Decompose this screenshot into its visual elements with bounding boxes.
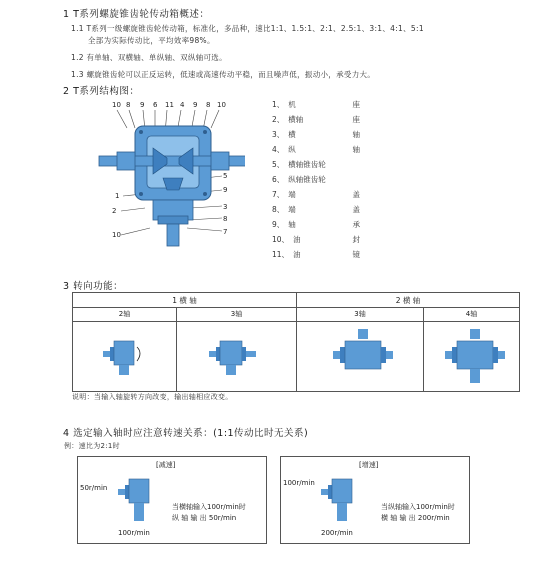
section1-p1-line1: 1.1 T系列一级螺旋锥齿轮传动箱，标准化，多品种，速比1:1、1.5:1、2:1、2.5:1、3:1、4:1、5:1 [71, 24, 424, 33]
callout-left-1: 2 [112, 207, 117, 215]
callout-left-0: 1 [115, 192, 120, 200]
part-name-a: 横轴锥齿轮 [288, 160, 326, 169]
section4-example: 例：速比为2:1时 [64, 442, 120, 450]
reduction-speed-out: 100r/min [118, 529, 150, 537]
increase-speed-out: 200r/min [321, 529, 353, 537]
part-name-b: 盖 [352, 205, 360, 214]
section1-p3: 1.3 螺旋锥齿轮可以正反运转，低速或高速传动平稳，而且噪声低，振动小，承受力大。 [71, 70, 376, 79]
part-item-1 [272, 99, 360, 110]
part-item-4 [272, 144, 360, 155]
callout-top-0: 10 [112, 101, 121, 109]
part-number: 5、 [272, 160, 285, 169]
callout-right-1: 9 [223, 186, 228, 194]
reduction-desc-2: 纵 轴 输 出 50r/min [172, 514, 237, 522]
section3-note: 说明：当输入轴旋转方向改变，输出轴相应改变。 [72, 393, 233, 401]
reduction-title: [减速] [156, 461, 176, 469]
callout-top-2: 9 [140, 101, 145, 109]
part-name-b: 座 [352, 100, 360, 109]
reduction-box [77, 456, 267, 544]
part-name-b: 座 [352, 115, 360, 124]
reduction-speed-in: 50r/min [80, 484, 108, 492]
callout-right-3: 8 [223, 215, 228, 223]
part-item-5 [272, 159, 360, 170]
callout-right-0: 5 [223, 172, 228, 180]
table-col-4: 4轴 [465, 310, 478, 318]
part-item-11 [272, 249, 360, 260]
part-name-a: 横 [288, 130, 296, 139]
section1-p1-line2: 全部为实际传动比，平均效率98%。 [88, 36, 215, 45]
part-item-9 [272, 219, 360, 230]
gearbox-4-shaft-icon [445, 329, 505, 385]
part-name-a: 轴 [288, 220, 296, 229]
section1-heading: 1 T系列螺旋锥齿轮传动箱概述： [63, 9, 210, 20]
callout-left-2: 10 [112, 231, 121, 239]
part-name-a: 端 [288, 190, 296, 199]
part-name-b: 镜 [352, 250, 360, 259]
callout-right-2: 3 [223, 203, 228, 211]
callout-top-5: 4 [180, 101, 185, 109]
table-group-1: 1 横 轴 [172, 296, 197, 305]
part-name-a: 端 [288, 205, 296, 214]
part-number: 2、 [272, 115, 285, 124]
section3-heading: 3 转向功能： [63, 281, 124, 292]
section1-p2: 1.2 有单轴、双横轴、单纵轴、双纵轴可选。 [71, 53, 227, 62]
part-item-7 [272, 189, 360, 200]
part-name-b: 盖 [352, 190, 360, 199]
part-name-a: 纵 [288, 145, 296, 154]
part-item-3 [272, 129, 360, 140]
section2-heading: 2 T系列结构图： [63, 86, 140, 97]
part-number: 8、 [272, 205, 285, 214]
increase-title: [增速] [359, 461, 379, 469]
gearbox-reduction-icon [118, 475, 162, 527]
part-number: 10、 [272, 235, 290, 244]
part-number: 11、 [272, 250, 290, 259]
rotation-table [72, 292, 520, 392]
callout-top-3: 6 [153, 101, 158, 109]
table-col-1: 2轴 [118, 310, 131, 318]
part-name-a: 横轴 [288, 115, 304, 124]
gearbox-3-shaft-vertical-icon [333, 329, 393, 385]
part-name-a: 油 [293, 235, 301, 244]
callout-top-7: 8 [206, 101, 211, 109]
part-item-2 [272, 114, 360, 125]
gearbox-increase-icon [321, 475, 365, 527]
callout-right-4: 7 [223, 228, 228, 236]
reduction-desc-1: 当横轴输入100r/min时 [172, 503, 246, 511]
part-name-b: 轴 [352, 145, 360, 154]
part-name-a: 机 [288, 100, 296, 109]
part-name-b: 封 [352, 235, 360, 244]
increase-desc-1: 当纵轴输入100r/min时 [381, 503, 455, 511]
section4-heading: 4 选定输入轴时应注意转速关系：(1:1传动比时无关系) [63, 428, 309, 439]
part-item-8 [272, 204, 360, 215]
increase-desc-2: 横 轴 输 出 200r/min [381, 514, 450, 522]
table-col-2: 3轴 [230, 310, 243, 318]
parts-list [272, 99, 372, 269]
callout-top-8: 10 [217, 101, 226, 109]
part-number: 6、 [272, 175, 285, 184]
table-group-2: 2 横 轴 [395, 296, 421, 305]
callout-top-1: 8 [126, 101, 131, 109]
table-col-3: 3轴 [354, 310, 366, 318]
part-number: 1、 [272, 100, 285, 109]
callout-top-4: 11 [165, 101, 174, 109]
part-number: 9、 [272, 220, 285, 229]
gearbox-3-shaft-icon [209, 337, 265, 377]
part-number: 7、 [272, 190, 285, 199]
part-name-a: 油 [293, 250, 301, 259]
part-name-a: 纵轴锥齿轮 [288, 175, 326, 184]
increase-box [280, 456, 470, 544]
part-name-b: 承 [352, 220, 360, 229]
increase-speed-in: 100r/min [283, 479, 315, 487]
gearbox-structure-diagram [95, 108, 245, 248]
gearbox-2-shaft-icon [103, 337, 147, 377]
part-name-b: 轴 [352, 130, 360, 139]
part-number: 4、 [272, 145, 285, 154]
callout-top-6: 9 [193, 101, 198, 109]
part-item-6 [272, 174, 360, 185]
part-number: 3、 [272, 130, 285, 139]
part-item-10 [272, 234, 360, 245]
